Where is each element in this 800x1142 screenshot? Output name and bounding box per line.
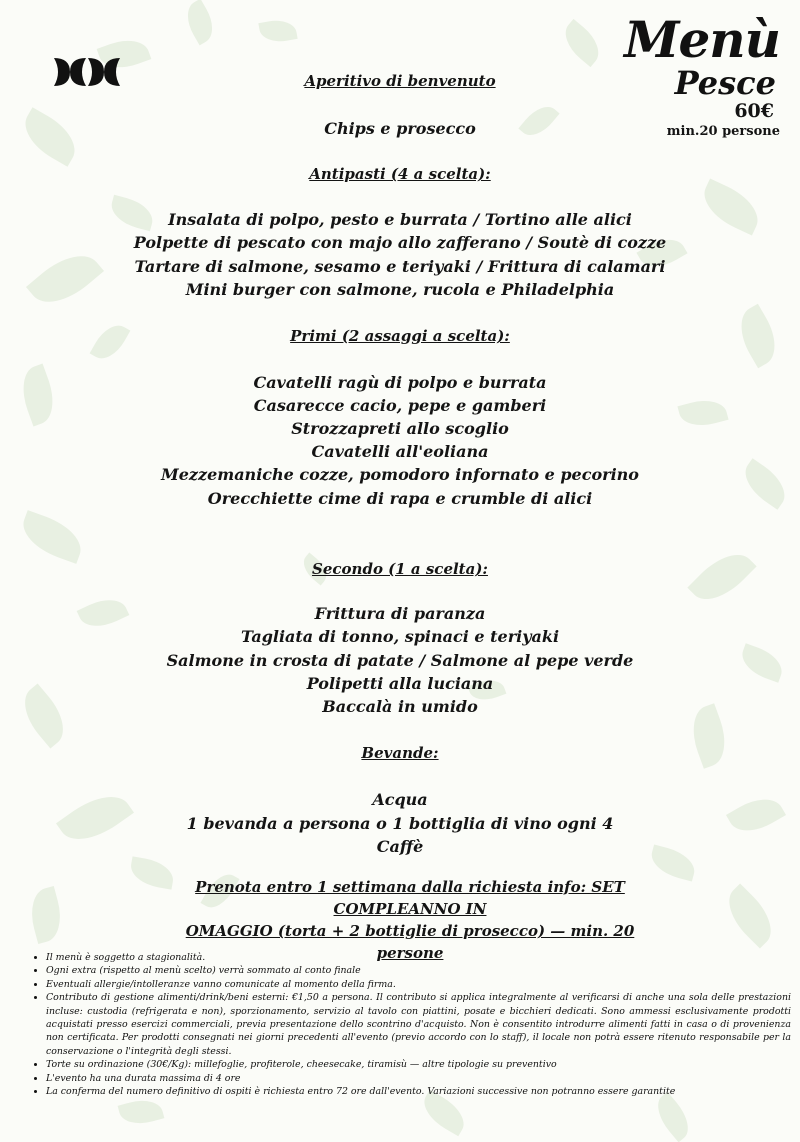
antipasti-item: Tartare di salmone, sesamo e teriyaki / Frittura di calamari — [134, 257, 666, 276]
antipasti-item: Polpette di pescato con majo allo zafferano / Soutè di cozze — [133, 233, 667, 252]
primi-heading: Primi (2 assaggi a scelta): — [290, 327, 510, 345]
menu-price: 60€ — [734, 100, 774, 122]
secondo-item: Baccalà in umido — [322, 697, 478, 716]
menu-subtitle: Pesce — [674, 64, 776, 102]
promo-line-2: OMAGGIO (torta + 2 bottiglie di prosecco) — min. 20 persone — [185, 922, 635, 962]
primi-item: Orecchiette cime di rapa e crumble di alici — [207, 489, 593, 508]
promo-line-1: Prenota entro 1 settimana dalla richiesta info: SET COMPLEANNO IN — [195, 878, 625, 918]
secondo-heading: Secondo (1 a scelta): — [312, 560, 488, 578]
welcome-item: Chips e prosecco — [324, 119, 476, 138]
antipasti-item: Mini burger con salmone, rucola e Philadelphia — [185, 280, 615, 299]
bevande-item: 1 bevanda a persona o 1 bottiglia di vino ogni 4 — [186, 814, 614, 833]
menu-min-people: min.20 persone — [666, 124, 780, 139]
bevande-item: Caffè — [376, 837, 424, 856]
bevande-heading: Bevande: — [361, 744, 439, 762]
note-item: • L'evento ha una durata massima di 4 ore — [46, 1072, 791, 1085]
primi-item: Strozzapreti allo scoglio — [291, 419, 509, 438]
note-item: • Il menù è soggetto a stagionalità. — [46, 951, 791, 964]
secondo-item: Tagliata di tonno, spinaci e teriyaki — [240, 627, 560, 646]
welcome-heading: Aperitivo di benvenuto — [304, 72, 496, 90]
note-item: • La conferma del numero definitivo di ospiti è richiesta entro 72 ore dall'evento. Variazioni successive non potranno essere garantite — [46, 1085, 791, 1098]
secondo-item: Polipetti alla luciana — [306, 674, 494, 693]
secondo-item: Salmone in crosta di patate / Salmone al pepe verde — [166, 651, 634, 670]
note-item: • Torte su ordinazione (30€/Kg): millefoglie, profiterole, cheesecake, tiramisù — altre tipologie su preventivo — [46, 1058, 791, 1071]
antipasti-item: Insalata di polpo, pesto e burrata / Tortino alle alici — [168, 210, 632, 229]
note-item: • Eventuali allergie/intolleranze vanno comunicate al momento della firma. — [46, 978, 791, 991]
primi-item: Cavatelli ragù di polpo e burrata — [253, 373, 547, 392]
note-item: • Contributo di gestione alimenti/drink/beni esterni: €1,50 a persona. Il contributo si applica integralmente al verificarsi di anche una sola delle prestazioni incluse: custodia (refrigerata e non), sporzionamento, servizio al tavolo con piattini, posate e bicchieri dedicati. Sono ammessi esclusivamente prodotti acquistati presso esercizi commerciali, previa presentazione dello scontrino d'acquisto. Non è consentito introdurre alimenti fatti in casa o di provenienza non certificata. Per prodotti consegnati nei giorni precedenti all'evento (previo accordo con lo staff), il locale non potrà essere ritenuto responsabile per la conservazione o l'integrità degli stessi. — [46, 991, 791, 1058]
primi-item: Mezzemaniche cozze, pomodoro infornato e pecorino — [161, 465, 639, 484]
primi-item: Cavatelli all'eoliana — [311, 442, 489, 461]
primi-item: Casarecce cacio, pepe e gamberi — [253, 396, 547, 415]
menu-title: Menù — [624, 10, 780, 69]
antipasti-heading: Antipasti (4 a scelta): — [309, 165, 491, 183]
note-item: • Ogni extra (rispetto al menù scelto) verrà sommato al conto finale — [46, 964, 791, 977]
notes-list — [30, 951, 791, 1098]
bevande-item: Acqua — [372, 790, 428, 809]
secondo-item: Frittura di paranza — [314, 604, 486, 623]
